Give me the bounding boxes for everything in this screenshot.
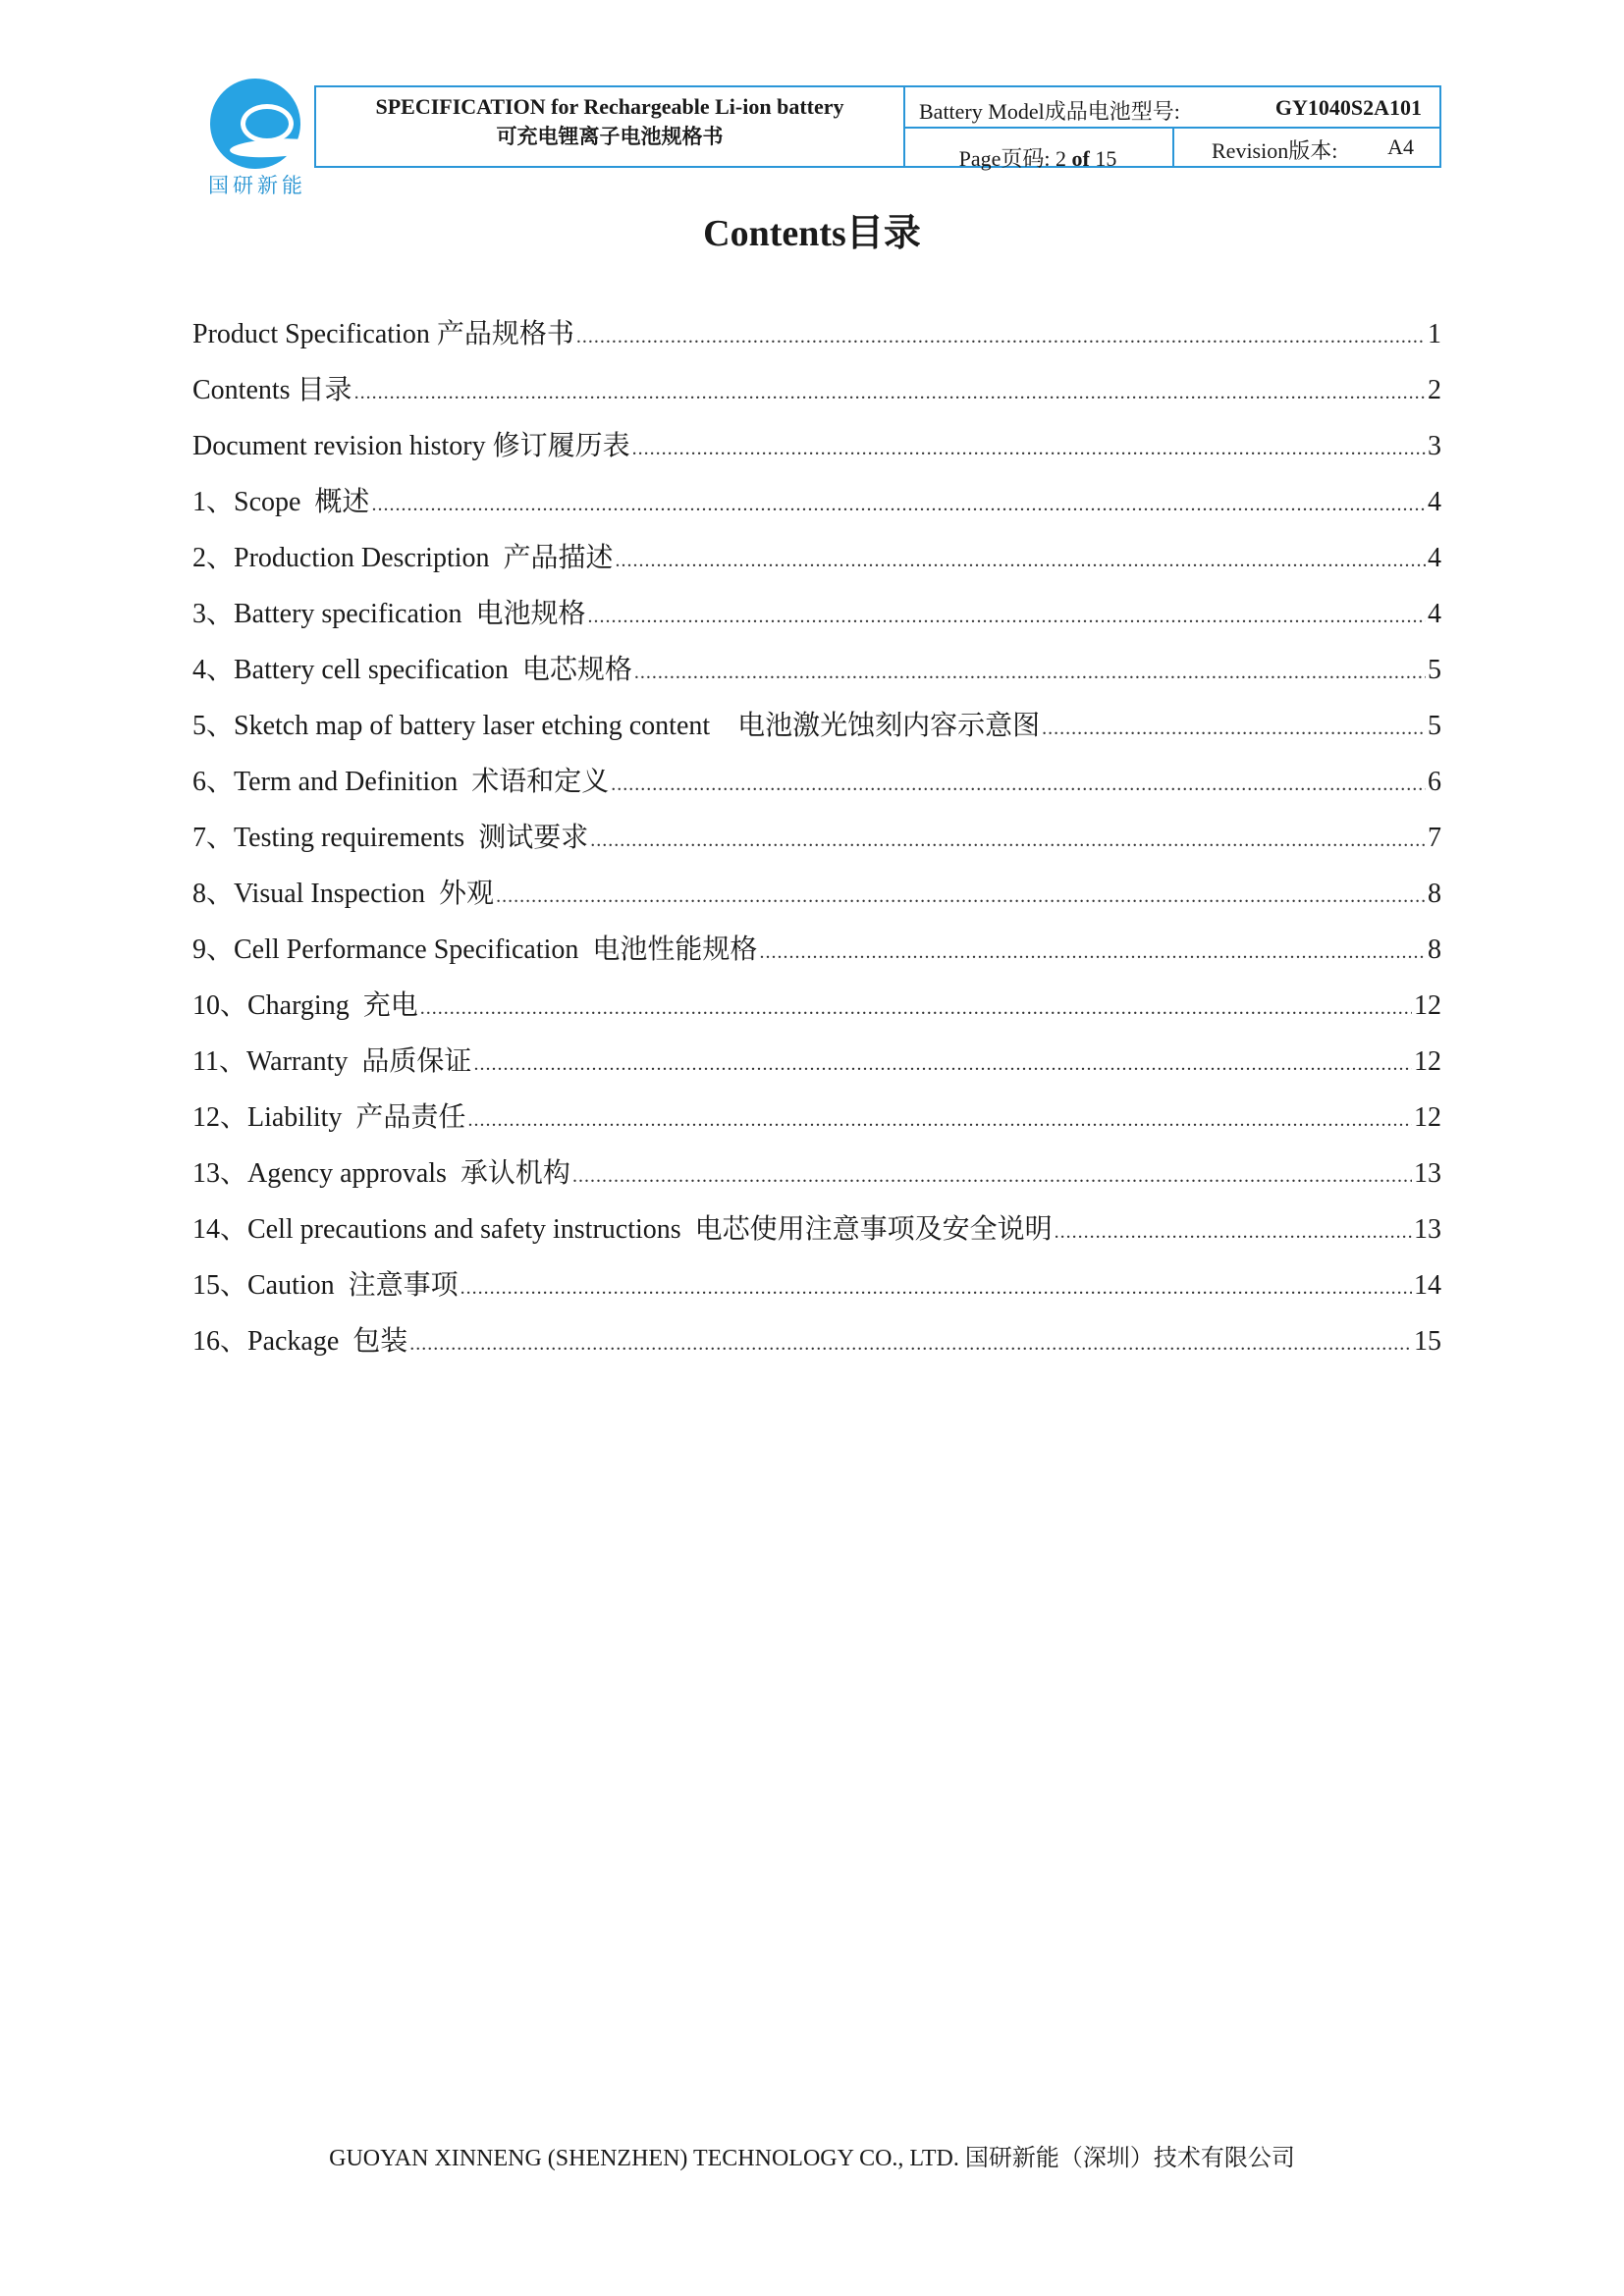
page-footer: GUOYAN XINNENG (SHENZHEN) TECHNOLOGY CO., LTD. 国研新能（深圳）技术有限公司	[329, 2146, 1295, 2171]
header-title-cell	[316, 87, 905, 166]
toc-entry-page: 15	[1414, 1326, 1441, 1357]
toc-entry-page: 6	[1428, 767, 1441, 797]
logo-emblem	[210, 79, 300, 169]
toc-entry-title: Contents 目录	[192, 375, 352, 405]
toc-entry-title: 6、Term and Definition 术语和定义	[192, 767, 610, 797]
toc-entry-title: 10、Charging 充电	[192, 990, 418, 1021]
toc-entry-title: 5、Sketch map of battery laser etching content 电池激光蚀刻内容示意图	[192, 711, 1041, 741]
page-of: of	[1071, 146, 1090, 171]
toc-leader-dots	[611, 774, 1426, 796]
toc-entry-title: 13、Agency approvals 承认机构	[192, 1158, 570, 1189]
header-title-en: SPECIFICATION for Rechargeable Li-ion battery	[375, 94, 844, 119]
toc-entry-title: 16、Package 包装	[192, 1326, 408, 1357]
toc-entry[interactable]	[192, 1263, 1441, 1319]
toc-entry-page: 3	[1428, 431, 1441, 461]
toc-entry-page: 12	[1414, 1102, 1441, 1133]
toc-entry[interactable]	[192, 312, 1441, 368]
toc-leader-dots	[473, 1053, 1412, 1076]
toc-entry[interactable]	[192, 1151, 1441, 1207]
toc-entry-page: 2	[1428, 375, 1441, 405]
toc-entry[interactable]	[192, 760, 1441, 816]
toc-leader-dots	[587, 606, 1426, 628]
toc-leader-dots	[1042, 718, 1426, 740]
toc-entry-page: 13	[1414, 1214, 1441, 1245]
company-logo	[194, 77, 320, 197]
toc-entry-page: 12	[1414, 1046, 1441, 1077]
toc-entry-title: 3、Battery specification 电池规格	[192, 599, 586, 629]
toc-leader-dots	[354, 382, 1426, 404]
header-title-cn: 可充电锂离子电池规格书	[496, 125, 724, 148]
toc-entry[interactable]	[192, 704, 1441, 760]
toc-entry-title: 12、Liability 产品责任	[192, 1102, 466, 1133]
toc-entry-title: 4、Battery cell specification 电芯规格	[192, 655, 632, 685]
toc-leader-dots	[590, 829, 1426, 852]
toc-entry[interactable]	[192, 1095, 1441, 1151]
header-revision-cell	[1172, 127, 1439, 166]
toc-leader-dots	[496, 885, 1426, 908]
model-label: Battery Model成品电池型号:	[919, 99, 1180, 124]
toc-leader-dots	[371, 494, 1426, 516]
toc-entry[interactable]	[192, 536, 1441, 592]
toc-leader-dots	[634, 662, 1426, 684]
header-page-cell	[903, 127, 1174, 171]
toc-entry[interactable]	[192, 872, 1441, 928]
page-title: Contents目录	[703, 213, 921, 254]
revision-label: Revision版本:	[1212, 138, 1338, 163]
toc-entry-title: 8、Visual Inspection 外观	[192, 879, 495, 909]
toc-entry-page: 5	[1428, 655, 1441, 685]
header-model-cell	[903, 87, 1439, 129]
toc-entry-title: 1、Scope 概述	[192, 487, 370, 517]
page-total: 15	[1095, 146, 1117, 171]
toc-entry-page: 1	[1428, 319, 1441, 349]
toc-leader-dots	[420, 997, 1412, 1020]
toc-leader-dots	[572, 1165, 1412, 1188]
toc-leader-dots	[1055, 1221, 1412, 1244]
toc-entry-title: Product Specification 产品规格书	[192, 319, 574, 349]
toc-entry-title: 15、Caution 注意事项	[192, 1270, 459, 1301]
toc-entry[interactable]	[192, 816, 1441, 872]
model-value: GY1040S2A101	[1274, 95, 1422, 120]
toc-entry[interactable]	[192, 1207, 1441, 1263]
toc-leader-dots	[460, 1277, 1412, 1300]
toc-leader-dots	[467, 1109, 1412, 1132]
toc-entry-page: 7	[1428, 823, 1441, 853]
toc-leader-dots	[616, 550, 1426, 572]
toc-entry-page: 4	[1428, 487, 1441, 517]
page-label: Page页码:	[958, 146, 1051, 171]
logo-text: 国研新能	[208, 174, 306, 197]
toc-entry-page: 4	[1428, 599, 1441, 629]
toc-leader-dots	[759, 941, 1426, 964]
revision-value: A4	[1387, 134, 1414, 159]
toc-entry[interactable]	[192, 1040, 1441, 1095]
toc-entry-page: 8	[1428, 934, 1441, 965]
toc-entry[interactable]	[192, 480, 1441, 536]
toc-entry-title: 14、Cell precautions and safety instructions 电芯使用注意事项及安全说明	[192, 1214, 1053, 1245]
toc-entry[interactable]	[192, 928, 1441, 984]
toc-entry-title: Document revision history 修订履历表	[192, 431, 630, 461]
table-of-contents	[192, 312, 1441, 1375]
toc-entry-title: 7、Testing requirements 测试要求	[192, 823, 589, 853]
toc-entry-page: 12	[1414, 990, 1441, 1021]
toc-leader-dots	[632, 438, 1426, 460]
toc-leader-dots	[576, 326, 1426, 348]
toc-entry-page: 8	[1428, 879, 1441, 909]
toc-entry-page: 4	[1428, 543, 1441, 573]
toc-leader-dots	[409, 1333, 1412, 1356]
toc-entry[interactable]	[192, 984, 1441, 1040]
toc-entry-page: 5	[1428, 711, 1441, 741]
toc-entry[interactable]	[192, 592, 1441, 648]
toc-entry-page: 14	[1414, 1270, 1441, 1301]
toc-entry[interactable]	[192, 424, 1441, 480]
page-number: 2	[1056, 146, 1067, 171]
toc-entry[interactable]	[192, 648, 1441, 704]
toc-entry[interactable]	[192, 368, 1441, 424]
toc-entry-title: 11、Warranty 品质保证	[192, 1046, 472, 1077]
document-header	[314, 85, 1441, 171]
toc-entry-title: 9、Cell Performance Specification 电池性能规格	[192, 934, 758, 965]
toc-entry[interactable]	[192, 1319, 1441, 1375]
toc-entry-title: 2、Production Description 产品描述	[192, 543, 614, 573]
toc-entry-page: 13	[1414, 1158, 1441, 1189]
